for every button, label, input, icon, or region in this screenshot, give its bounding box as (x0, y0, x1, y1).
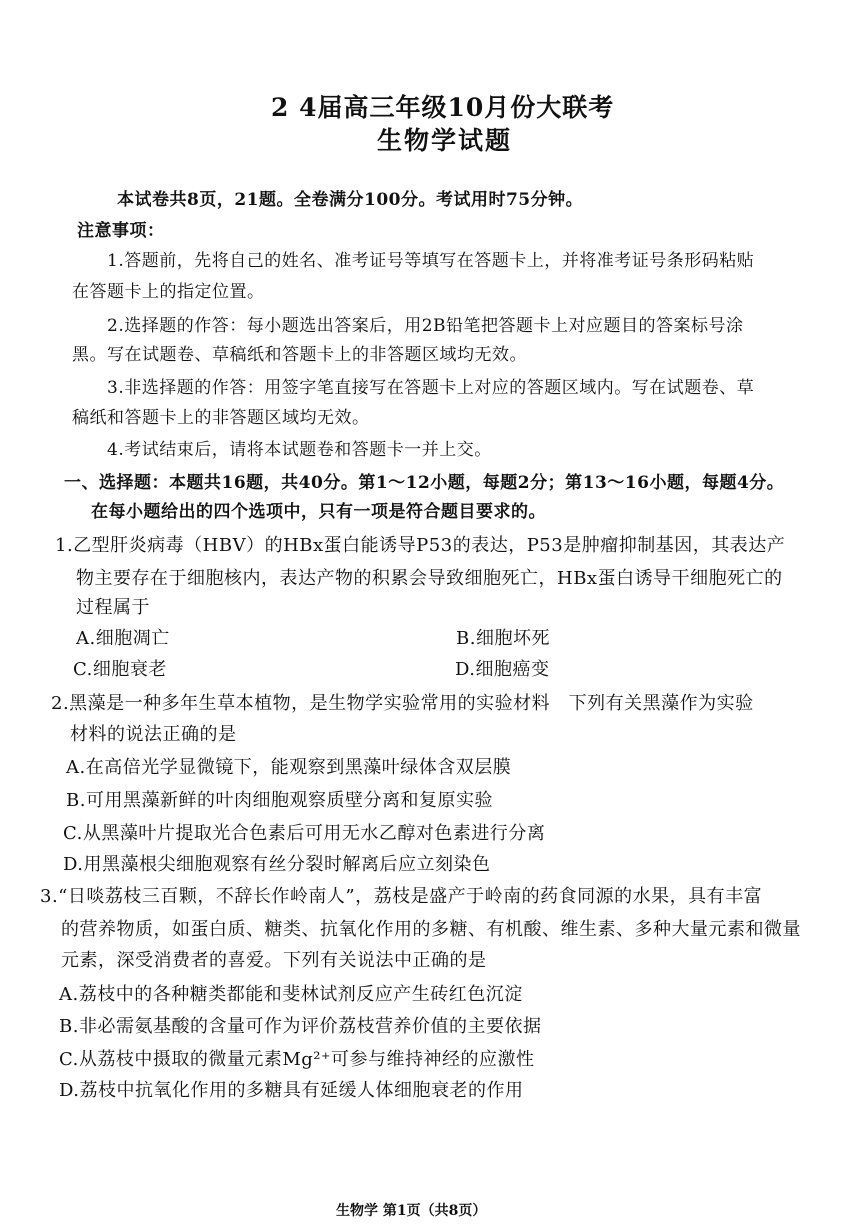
notice-heading: 注意事项： (77, 221, 165, 241)
notice-item-2-line-2: 黑。写在试题卷、草稿纸和答题卡上的非答题区域均无效。 (72, 345, 527, 365)
question-2-option-b: B.可用黑藻新鲜的叶肉细胞观察质壁分离和复原实验 (66, 790, 493, 811)
question-2-option-c: C.从黑藻叶片提取光合色素后可用无水乙醇对色素进行分离 (63, 823, 546, 844)
notice-item-1-line-1: 1.答题前，先将自己的姓名、准考证号等填写在答题卡上，并将准考证号条形码粘贴 (107, 251, 755, 271)
question-3-stem-line-2: 的营养物质，如蛋白质、糖类、抗氧化作用的多糖、有机酸、维生素、多种大量元素和微量 (61, 919, 801, 940)
exam-title: 2 4届高三年级10月份大联考 (271, 93, 615, 122)
notice-item-3-line-2: 稿纸和答题卡上的非答题区域均无效。 (72, 408, 370, 428)
section-heading-line-2: 在每小题给出的四个选项中，只有一项是符合题目要求的。 (91, 502, 546, 522)
notice-item-4: 4.考试结束后，请将本试题卷和答题卡一并上交。 (107, 440, 492, 460)
section-heading-line-1: 一、选择题：本题共16题，共40分。第1～12小题，每题2分；第13～16小题，每题4分。 (64, 473, 785, 493)
notice-item-3-line-1: 3.非选择题的作答：用签字笔直接写在答题卡上对应的答题区域内。写在试题卷、草 (107, 378, 755, 398)
question-2-option-d: D.用黑藻根尖细胞观察有丝分裂时解离后应立刻染色 (63, 854, 491, 875)
question-2-option-a: A.在高倍光学显微镜下，能观察到黑藻叶绿体含双层膜 (66, 757, 512, 778)
notice-item-1-line-2: 在答题卡上的指定位置。 (72, 282, 265, 302)
exam-intro: 本试卷共8页，21题。全卷满分100分。考试用时75分钟。 (117, 190, 584, 210)
question-3-option-a: A.荔枝中的各种糖类都能和斐林试剂反应产生砖红色沉淀 (59, 984, 523, 1005)
question-2-stem-line-1: 2.黑藻是一种多年生草本植物，是生物学实验常用的实验材料 下列有关黑藻作为实验 (51, 693, 754, 714)
question-1-stem-line-3: 过程属于 (76, 597, 150, 618)
question-3-stem-line-3: 元素，深受消费者的喜爱。下列有关说法中正确的是 (61, 950, 487, 971)
question-2-stem-line-2: 材料的说法正确的是 (70, 724, 237, 745)
question-3-stem-line-1: 3.“日啖荔枝三百颗，不辞长作岭南人”，荔枝是盛产于岭南的药食同源的水果，具有丰富 (40, 886, 763, 907)
question-3-option-b: B.非必需氨基酸的含量可作为评价荔枝营养价值的主要依据 (59, 1016, 542, 1037)
exam-subtitle: 生物学试题 (377, 126, 513, 155)
page-footer: 生物学 第1页（共8页） (336, 1203, 487, 1219)
question-3-option-d: D.荔枝中抗氧化作用的多糖具有延缓人体细胞衰老的作用 (59, 1080, 524, 1101)
question-1-stem-line-1: 1.乙型肝炎病毒（HBV）的HBx蛋白能诱导P53的表达，P53是肿瘤抑制基因，其表达产 (55, 535, 786, 556)
notice-item-2-line-1: 2.选择题的作答：每小题选出答案后，用2B铅笔把答题卡上对应题目的答案标号涂 (107, 316, 744, 336)
question-1-option-d: D.细胞癌变 (455, 659, 550, 680)
question-3-option-c: C.从荔枝中摄取的微量元素Mg²⁺可参与维持神经的应激性 (59, 1049, 535, 1070)
question-1-option-c: C.细胞衰老 (73, 659, 167, 680)
question-1-option-b: B.细胞坏死 (456, 628, 550, 649)
question-1-option-a: A.细胞凋亡 (76, 628, 170, 649)
question-1-stem-line-2: 物主要存在于细胞核内，表达产物的积累会导致细胞死亡，HBx蛋白诱导干细胞死亡的 (76, 568, 783, 589)
